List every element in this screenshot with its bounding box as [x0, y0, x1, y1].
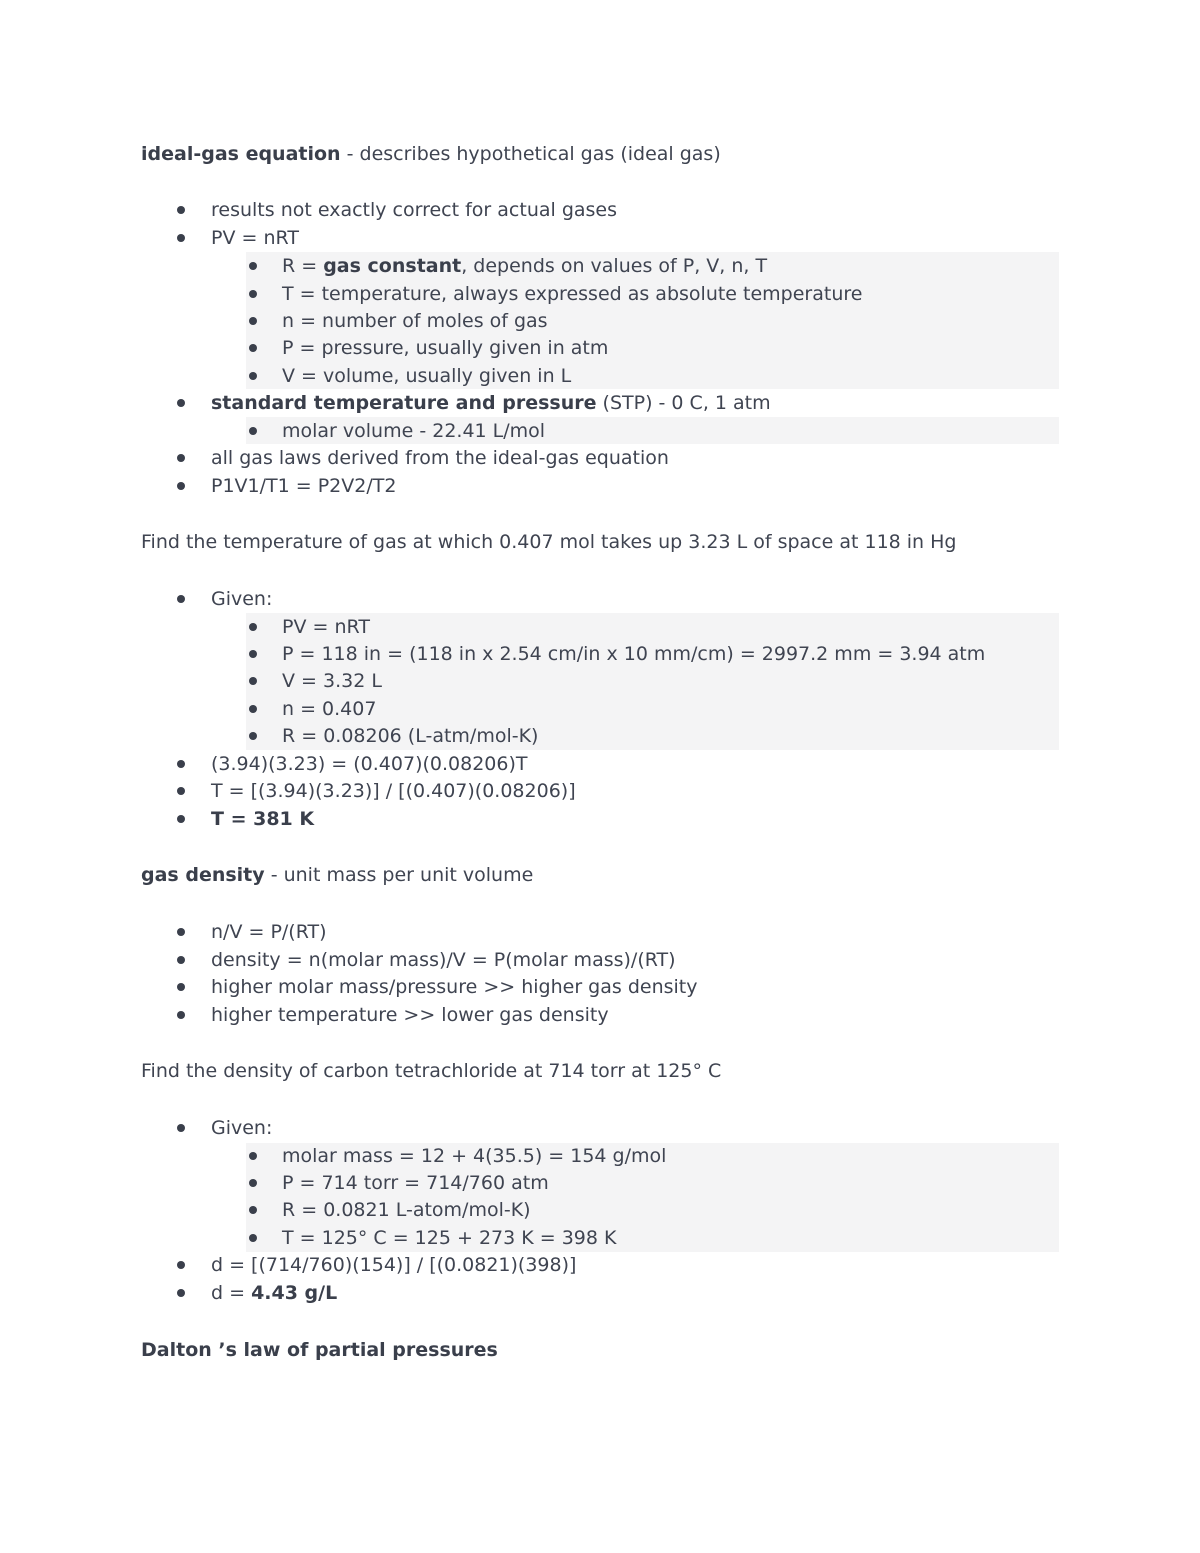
bullet-dot — [249, 427, 257, 435]
list-item: results not exactly correct for actual gases — [211, 199, 618, 221]
list-item — [282, 254, 767, 278]
bullet-dot — [249, 262, 257, 270]
bullet-dot — [249, 1206, 257, 1214]
list-item: V = volume, usually given in L — [282, 365, 572, 387]
text-span: d = — [211, 1282, 252, 1304]
bullet-dot — [249, 732, 257, 740]
text-span: R = — [282, 255, 324, 277]
list-item — [211, 1281, 337, 1305]
list-item: R = 0.08206 (L-atm/mol-K) — [282, 725, 539, 747]
bullet-dot — [249, 1234, 257, 1242]
list-item: P1V1/T1 = P2V2/T2 — [211, 475, 397, 497]
list-item: molar mass = 12 + 4(35.5) = 154 g/mol — [282, 1145, 667, 1167]
list-item: P = pressure, usually given in atm — [282, 337, 609, 359]
term-ideal-gas-equation: ideal-gas equation — [141, 143, 341, 165]
list-item: density = n(molar mass)/V = P(molar mass)/(RT) — [211, 949, 676, 971]
definition-text: - unit mass per unit volume — [264, 864, 534, 886]
text-span: (STP) - 0 C, 1 atm — [596, 392, 771, 414]
list-item: n/V = P/(RT) — [211, 921, 327, 943]
list-item: T = 125° C = 125 + 273 K = 398 K — [282, 1227, 617, 1249]
list-item: molar volume - 22.41 L/mol — [282, 420, 546, 442]
list-item: higher molar mass/pressure >> higher gas density — [211, 976, 698, 998]
section-heading-ideal-gas — [141, 142, 721, 166]
list-item: PV = nRT — [282, 616, 370, 638]
list-item: T = temperature, always expressed as absolute temperature — [282, 283, 863, 305]
bullet-dot — [177, 1011, 185, 1019]
bullet-dot — [177, 983, 185, 991]
bullet-dot — [177, 206, 185, 214]
list-item: d = [(714/760)(154)] / [(0.0821)(398)] — [211, 1254, 577, 1276]
bullet-dot — [249, 344, 257, 352]
list-item — [211, 807, 314, 831]
bullet-dot — [177, 482, 185, 490]
list-item: R = 0.0821 L-atom/mol-K) — [282, 1199, 531, 1221]
problem-question: Find the temperature of gas at which 0.407 mol takes up 3.23 L of space at 118 in Hg — [141, 531, 957, 553]
list-item: higher temperature >> lower gas density — [211, 1004, 609, 1026]
term-stp: standard temperature and pressure — [211, 392, 597, 414]
list-item: all gas laws derived from the ideal-gas equation — [211, 447, 669, 469]
bullet-dot — [177, 815, 185, 823]
list-item — [211, 391, 771, 415]
list-item: P = 714 torr = 714/760 atm — [282, 1172, 549, 1194]
term-gas-density: gas density — [141, 864, 265, 886]
list-item: n = 0.407 — [282, 698, 377, 720]
bullet-dot — [249, 1152, 257, 1160]
term-gas-constant: gas constant — [323, 255, 462, 277]
bullet-dot — [177, 760, 185, 768]
bullet-dot — [177, 1289, 185, 1297]
bullet-dot — [249, 623, 257, 631]
bullet-dot — [249, 705, 257, 713]
bullet-dot — [249, 650, 257, 658]
bullet-dot — [177, 1124, 185, 1132]
bullet-dot — [177, 787, 185, 795]
bullet-dot — [249, 290, 257, 298]
bullet-dot — [177, 399, 185, 407]
list-item: (3.94)(3.23) = (0.407)(0.08206)T — [211, 753, 528, 775]
problem-question: Find the density of carbon tetrachloride at 714 torr at 125° C — [141, 1060, 722, 1082]
list-item: Given: — [211, 1117, 273, 1139]
bullet-dot — [177, 956, 185, 964]
list-item: V = 3.32 L — [282, 670, 382, 692]
bullet-dot — [177, 1261, 185, 1269]
answer-text: T = 381 K — [211, 808, 315, 830]
dalton-title: Dalton ’s law of partial pressures — [141, 1339, 498, 1361]
list-item: PV = nRT — [211, 227, 299, 249]
bullet-dot — [249, 317, 257, 325]
bullet-dot — [177, 595, 185, 603]
section-heading-gas-density — [141, 863, 533, 887]
bullet-dot — [177, 234, 185, 242]
section-heading-dalton — [141, 1338, 498, 1362]
bullet-dot — [249, 372, 257, 380]
bullet-dot — [249, 1179, 257, 1187]
list-item: n = number of moles of gas — [282, 310, 548, 332]
text-span: , depends on values of P, V, n, T — [461, 255, 768, 277]
list-item: P = 118 in = (118 in x 2.54 cm/in x 10 mm/cm) = 2997.2 mm = 3.94 atm — [282, 643, 986, 665]
definition-text: - describes hypothetical gas (ideal gas) — [340, 143, 721, 165]
answer-text: 4.43 g/L — [251, 1282, 338, 1304]
bullet-dot — [177, 928, 185, 936]
list-item: T = [(3.94)(3.23)] / [(0.407)(0.08206)] — [211, 780, 576, 802]
bullet-dot — [177, 454, 185, 462]
list-item: Given: — [211, 588, 273, 610]
bullet-dot — [249, 677, 257, 685]
